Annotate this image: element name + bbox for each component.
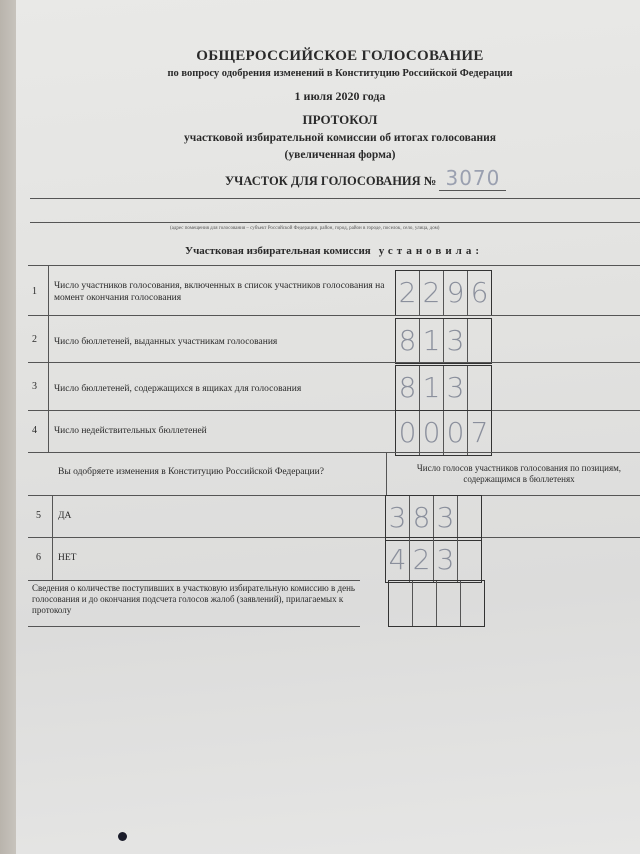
established-line — [185, 245, 483, 257]
digit-boxes — [385, 495, 482, 541]
digit: 1 — [420, 319, 444, 363]
table-row — [28, 265, 640, 316]
table-row — [28, 315, 640, 363]
digit: 9 — [444, 271, 468, 315]
digit — [468, 366, 491, 410]
votes-header: Число голосов участников голосования по позициям, содержащимся в бюллетенях — [416, 463, 622, 484]
document-title: ОБЩЕРОССИЙСКОЕ ГОЛОСОВАНИЕ — [196, 48, 484, 64]
row-number: 4 — [32, 425, 37, 436]
digit — [458, 538, 481, 582]
digit: 7 — [470, 416, 489, 449]
complaints-row — [28, 580, 360, 627]
digit — [461, 581, 484, 626]
digit: 3 — [444, 319, 468, 363]
protocol-heading: ПРОТОКОЛ — [302, 112, 378, 127]
document-date: 1 июля 2020 года — [294, 89, 386, 103]
row-number: 2 — [32, 334, 37, 345]
row-number: 6 — [36, 552, 41, 563]
complaints-digit-boxes — [388, 580, 485, 627]
digit: 3 — [434, 538, 458, 582]
digit: 6 — [470, 276, 489, 309]
ink-dot — [118, 832, 127, 841]
digit — [468, 319, 491, 363]
address-hint: (адрес помещения для голосования – субъект Российской Федерации, район, город, район в городе, поселок, село, улица, дом) — [170, 226, 440, 231]
digit-boxes — [395, 270, 492, 316]
table-row — [28, 362, 640, 411]
answer-label: ДА — [58, 511, 72, 521]
row-label: Число участников голосования, включенных в список участников голосования на момент окончания голосования — [54, 281, 385, 303]
digit: 0 — [396, 411, 420, 455]
digit-boxes — [385, 537, 482, 583]
digit: 2 — [420, 271, 444, 315]
digit: 8 — [396, 319, 420, 363]
precinct-number: 3070 — [439, 166, 506, 191]
address-line — [30, 198, 640, 199]
protocol-description: участковой избирательной комиссии об итогах голосования — [183, 132, 497, 144]
answer-row-yes — [28, 495, 640, 538]
question-row — [28, 452, 640, 496]
table-row — [28, 410, 640, 453]
established-word: установила: — [378, 245, 483, 257]
digit — [458, 496, 481, 540]
digit: 8 — [396, 366, 420, 410]
question-text: Вы одобряете изменения в Конституцию Российской Федерации? — [58, 467, 324, 477]
digit: 3 — [444, 366, 468, 410]
row-number: 3 — [32, 381, 37, 392]
digit-boxes — [395, 365, 492, 411]
digit: 0 — [444, 411, 468, 455]
commission-label: Участковая избирательная комиссия — [185, 245, 371, 257]
form-type: (увеличенная форма) — [284, 149, 396, 161]
row-number: 1 — [32, 286, 37, 297]
precinct-label: УЧАСТОК ДЛЯ ГОЛОСОВАНИЯ № — [225, 174, 437, 188]
digit: 3 — [386, 496, 410, 540]
precinct-field — [225, 166, 506, 190]
digit — [389, 581, 413, 626]
answer-label: НЕТ — [58, 553, 77, 563]
row-label: Число бюллетеней, выданных участникам голосования — [54, 337, 278, 347]
answer-row-no — [28, 537, 640, 581]
digit: 1 — [420, 366, 444, 410]
digit — [413, 581, 437, 626]
digit: 3 — [434, 496, 458, 540]
document-subtitle: по вопросу одобрения изменений в Конституцию Российской Федерации — [167, 68, 513, 79]
digit-boxes — [395, 410, 492, 456]
row-label: Число бюллетеней, содержащихся в ящиках для голосования — [54, 384, 302, 394]
digit-boxes — [395, 318, 492, 364]
row-label: Число недействительных бюллетеней — [54, 426, 207, 436]
row-number: 5 — [36, 510, 41, 521]
digit — [437, 581, 461, 626]
address-line — [30, 222, 640, 223]
digit: 0 — [420, 411, 444, 455]
digit: 4 — [386, 538, 410, 582]
complaints-label: Сведения о количестве поступивших в участковую избирательную комиссию в день голосования и до окончания подсчета голосов жалоб (заявлений), прилагаемых к протоколу — [32, 583, 356, 615]
digit: 2 — [396, 271, 420, 315]
digit: 2 — [410, 538, 434, 582]
digit: 8 — [410, 496, 434, 540]
